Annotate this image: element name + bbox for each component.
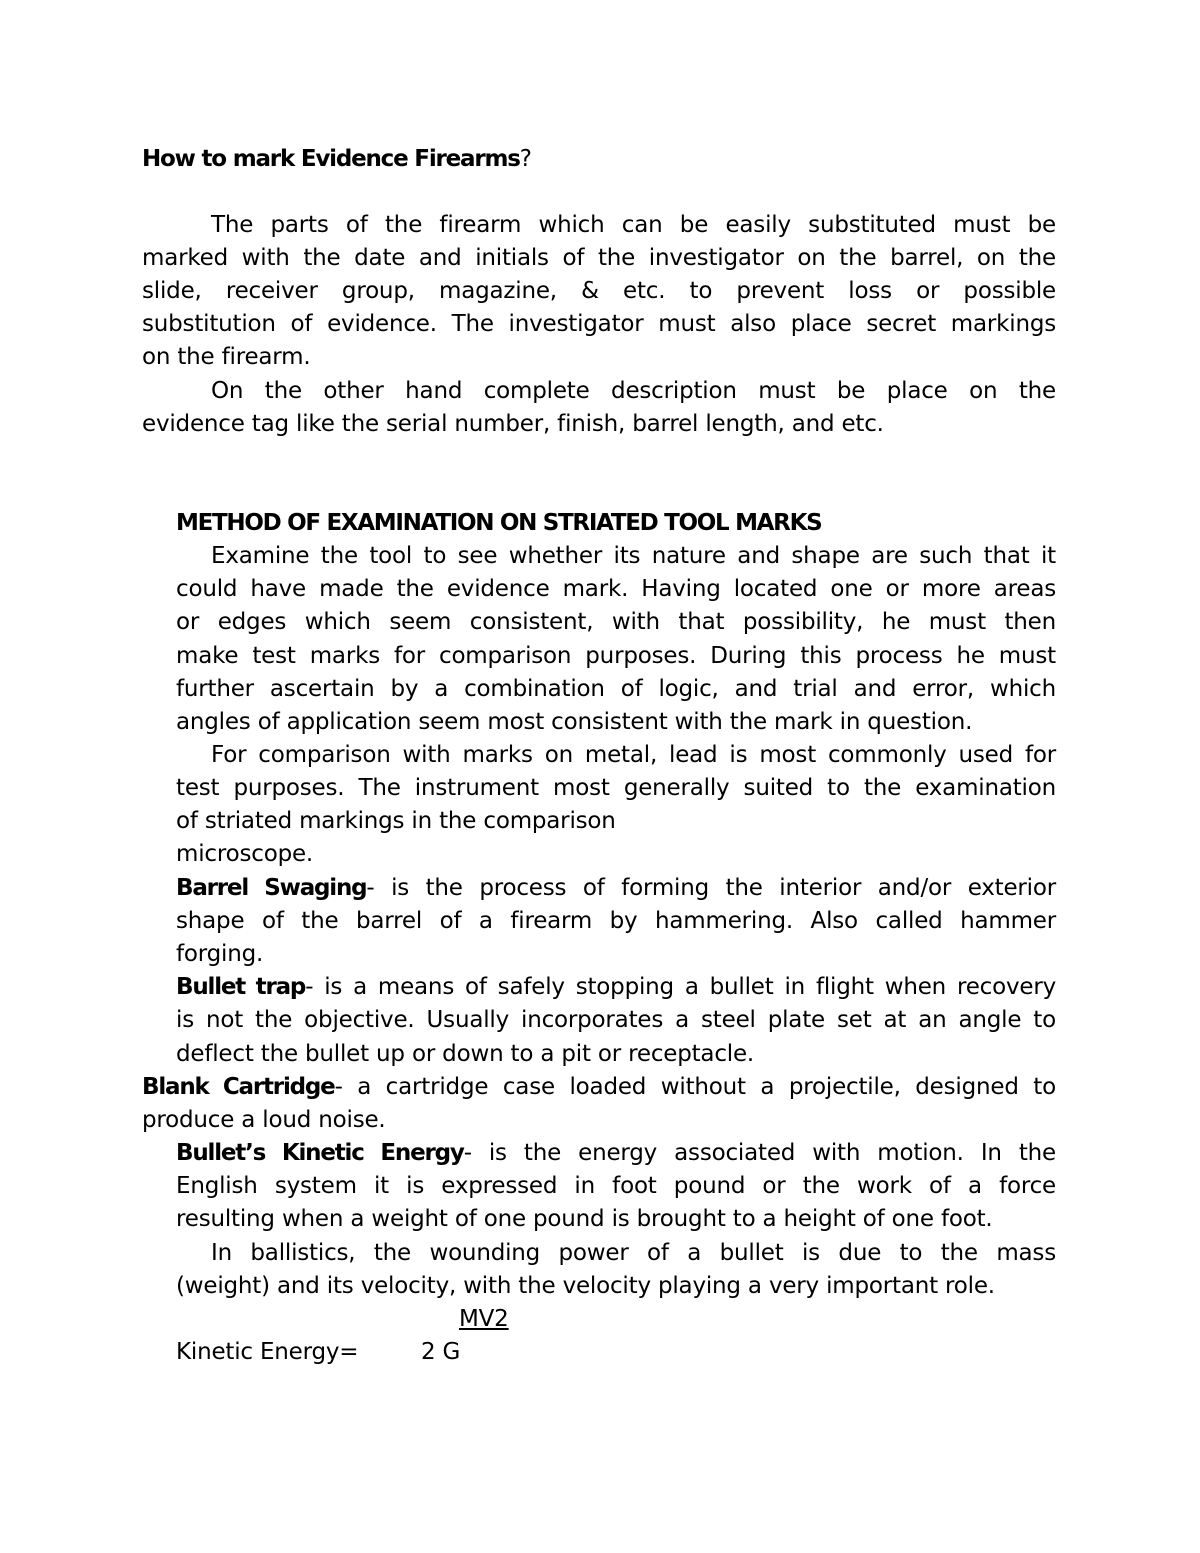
- formula-denominator: 2 G: [421, 1339, 461, 1365]
- paragraph-line: forging.: [176, 941, 264, 967]
- paragraph-line: On the other hand complete description must be place on the: [211, 378, 1056, 404]
- term-definition-line: Barrel Swaging- is the process of forming the interior and/or exterior: [176, 875, 1056, 901]
- paragraph-line: evidence tag like the serial number, finish, barrel length, and etc.: [142, 411, 884, 437]
- paragraph-line: or edges which seem consistent, with that possibility, he must then: [176, 609, 1056, 635]
- paragraph-line: test purposes. The instrument most generally suited to the examination: [176, 775, 1056, 801]
- section-title: How to mark Evidence Firearms?: [142, 146, 532, 172]
- paragraph-line: slide, receiver group, magazine, & etc. to prevent loss or possible: [142, 278, 1056, 304]
- paragraph-line: The parts of the firearm which can be easily substituted must be: [211, 212, 1056, 238]
- paragraph-line: microscope.: [176, 841, 314, 867]
- paragraph-line: English system it is expressed in foot pound or the work of a force: [176, 1173, 1056, 1199]
- paragraph-line: Examine the tool to see whether its nature and shape are such that it: [211, 543, 1056, 569]
- paragraph-line: (weight) and its velocity, with the velocity playing a very important role.: [176, 1273, 995, 1299]
- term-definition-line: Bullet’s Kinetic Energy- is the energy associated with motion. In the: [176, 1140, 1056, 1166]
- term-barrel-swaging: Barrel Swaging: [176, 875, 367, 901]
- term-definition-line: Blank Cartridge- a cartridge case loaded without a projectile, designed to: [142, 1074, 1056, 1100]
- term-bullet-trap: Bullet trap: [176, 974, 306, 1000]
- term-kinetic-energy: Bullet’s Kinetic Energy: [176, 1140, 464, 1166]
- paragraph-line: resulting when a weight of one pound is brought to a height of one foot.: [176, 1206, 993, 1232]
- paragraph-line: In ballistics, the wounding power of a bullet is due to the mass: [211, 1240, 1056, 1266]
- paragraph-line: angles of application seem most consistent with the mark in question.: [176, 709, 973, 735]
- paragraph-line: is not the objective. Usually incorporates a steel plate set at an angle to: [176, 1007, 1056, 1033]
- paragraph-line: shape of the barrel of a firearm by hammering. Also called hammer: [176, 908, 1056, 934]
- term-blank-cartridge: Blank Cartridge: [142, 1074, 335, 1100]
- paragraph-line: produce a loud noise.: [142, 1107, 386, 1133]
- paragraph-line: on the firearm.: [142, 344, 311, 370]
- paragraph-line: further ascertain by a combination of logic, and trial and error, which: [176, 676, 1056, 702]
- paragraph-line: substitution of evidence. The investigator must also place secret markings: [142, 311, 1056, 337]
- paragraph-line: of striated markings in the comparison: [176, 808, 616, 834]
- term-definition-line: Bullet trap- is a means of safely stopping a bullet in flight when recovery: [176, 974, 1057, 1000]
- paragraph-line: make test marks for comparison purposes. During this process he must: [176, 643, 1056, 669]
- paragraph-line: marked with the date and initials of the investigator on the barrel, on the: [142, 245, 1056, 271]
- section-heading: METHOD OF EXAMINATION ON STRIATED TOOL MARKS: [176, 510, 822, 536]
- formula-numerator: MV2: [459, 1306, 509, 1332]
- paragraph-line: could have made the evidence mark. Having located one or more areas: [176, 576, 1056, 602]
- paragraph-line: For comparison with marks on metal, lead is most commonly used for: [211, 742, 1056, 768]
- formula-label: Kinetic Energy=: [176, 1339, 359, 1365]
- paragraph-line: deflect the bullet up or down to a pit or receptacle.: [176, 1041, 755, 1067]
